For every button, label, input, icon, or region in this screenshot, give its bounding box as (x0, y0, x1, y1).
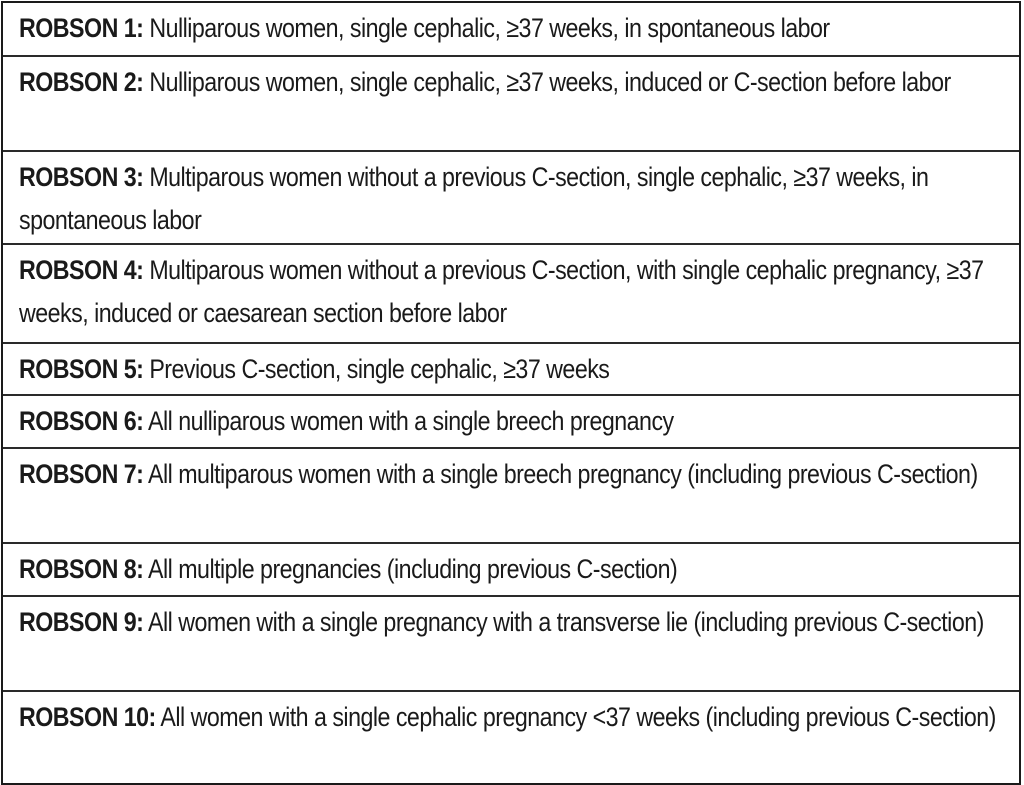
row-text: Multiparous women without a previous C-section, single cephalic, ≥37 weeks, in spontaneous labor (19, 162, 929, 235)
table-row (3, 3, 1019, 55)
row-label: ROBSON 4: (19, 255, 144, 285)
row-text: All multiple pregnancies (including previous C-section) (143, 554, 678, 584)
row-label: ROBSON 6: (19, 406, 144, 436)
table-row (3, 595, 1019, 690)
row-text: All women with a single pregnancy with a transverse lie (including previous C-section) (143, 607, 984, 637)
row-text: Nulliparous women, single cephalic, ≥37 weeks, induced or C-section before labor (143, 67, 951, 97)
robson-classification-table (1, 1, 1021, 785)
table-row (3, 542, 1019, 595)
table-row (3, 55, 1019, 150)
row-text: Previous C-section, single cephalic, ≥37 weeks (143, 354, 610, 384)
row-label: ROBSON 5: (19, 354, 144, 384)
row-label: ROBSON 2: (19, 67, 144, 97)
table-row (3, 342, 1019, 394)
table-row (3, 243, 1019, 342)
row-text: All women with a single cephalic pregnancy <37 weeks (including previous C-section) (155, 702, 996, 732)
row-text: All nulliparous women with a single breech pregnancy (143, 406, 674, 436)
table-row (3, 447, 1019, 542)
row-label: ROBSON 10: (19, 702, 156, 732)
row-text: Multiparous women without a previous C-section, with single cephalic pregnancy, ≥37 weeks, induced or caesarean section before labor (19, 255, 984, 328)
table-row (3, 150, 1019, 243)
row-text: Nulliparous women, single cephalic, ≥37 weeks, in spontaneous labor (143, 13, 830, 43)
row-text: All multiparous women with a single breech pregnancy (including previous C-section) (143, 459, 978, 489)
row-label: ROBSON 9: (19, 607, 144, 637)
table-row (3, 394, 1019, 447)
row-label: ROBSON 1: (19, 13, 144, 43)
table-row (3, 690, 1019, 783)
row-label: ROBSON 7: (19, 459, 144, 489)
row-label: ROBSON 3: (19, 162, 144, 192)
row-label: ROBSON 8: (19, 554, 144, 584)
